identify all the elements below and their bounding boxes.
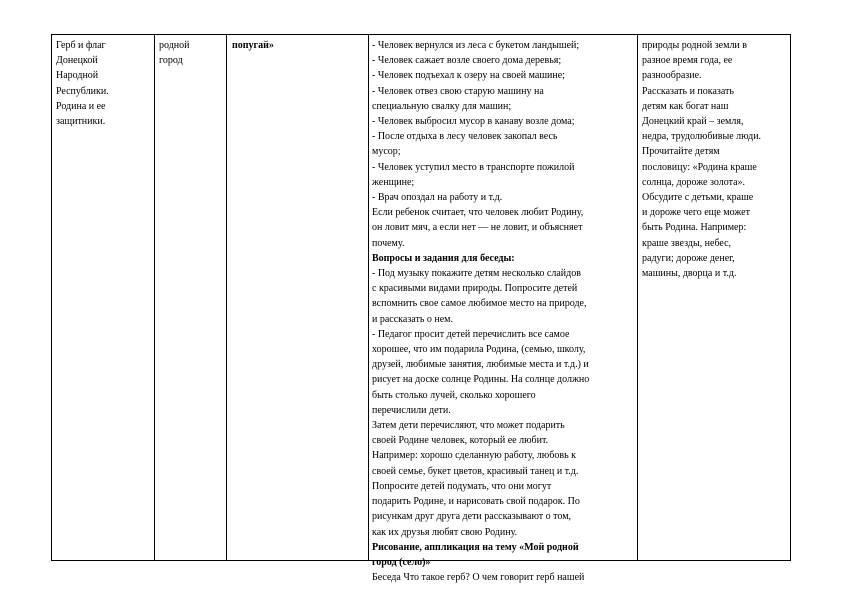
text-line: почему. [372,237,405,249]
text-line: - Врач опоздал на работу и т.д. [372,192,503,204]
topic-cell [56,38,152,129]
column-divider [637,35,638,560]
text-line: краше звезды, небес, [642,237,732,249]
section-heading: Рисование, аппликация на тему «Мой родной [372,541,579,553]
text-line: Если ребенок считает, что человек любит Родину, [372,207,584,219]
text-line: перечислили дети. [372,404,451,416]
text-line: радуги; дороже денег, [642,252,735,264]
text-line: попугай» [232,40,274,51]
lesson-table [51,34,791,584]
text-line: Донецкий край – земля, [642,116,744,128]
text-line: рисует на доске солнце Родины. На солнце должно [372,374,590,386]
text-line: детям как богат наш [642,100,729,112]
text-line: как их друзья любят свою Родину. [372,526,518,538]
text-line: Беседа Что такое герб? О чем говорит герб нашей [372,572,585,584]
text-line: Например: хорошо сделанную работу, любовь к [372,450,576,462]
text-line: - Человек уступил место в транспорте пожилой [372,161,575,173]
text-line: специальную свалку для машин; [372,100,512,112]
text-line: - Под музыку покажите детям несколько слайдов [372,268,581,280]
text-line: мусор; [372,146,401,158]
text-line: Донецкой [56,55,98,67]
section-heading: город (село)» [372,556,431,568]
text-line: пословицу: «Родина краше [642,161,757,173]
text-line: родной [159,40,190,51]
text-line: Герб и флаг [56,40,106,51]
text-line: - Педагог просит детей перечислить все самое [372,328,570,340]
text-line: природы родной земли в [642,40,748,51]
text-line: друзей, любимые занятия, любимые места и т.д.) и [372,359,589,371]
text-line: - Человек отвез свою старую машину на [372,85,544,97]
text-line: он ловит мяч, а если нет — не ловит, и объясняет [372,222,583,234]
text-line: машины, дворца и т.д. [642,268,737,280]
text-line: Народной [56,70,99,82]
text-line: - Человек сажает возле своего дома деревья; [372,55,562,67]
text-line: - После отдыха в лесу человек закопал весь [372,131,558,143]
text-line: Республики. [56,85,109,97]
text-line: - Человек выбросил мусор в канаву возле дома; [372,116,575,128]
text-line: Обсудите с детьми, краше [642,192,754,204]
text-line: своей Родине человек, который ее любит. [372,435,549,447]
text-line: Прочитайте детям [642,146,720,158]
text-line: рисункам друг друга дети рассказывают о том, [372,511,572,523]
text-line: Рассказать и показать [642,85,734,97]
activity-cell [372,38,634,585]
text-line: разнообразие. [642,70,702,82]
section-heading: Вопросы и задания для беседы: [372,252,515,264]
text-line: своей семье, букет цветов, красивый танец и т.д. [372,465,579,477]
text-line: - Человек вернулся из леса с букетом ландышей; [372,40,580,51]
text-line: и дороже чего еще может [642,207,750,219]
text-line: город [159,55,183,67]
text-line: солнца, дороже золота». [642,176,746,188]
game-cell [232,38,372,53]
text-line: - Человек подъехал к озеру на своей машине; [372,70,565,82]
text-line: вспомнить свое самое любимое место на природе, [372,298,587,310]
text-line: недра, трудолюбивые люди. [642,131,762,143]
text-line: разное время года, ее [642,55,733,67]
text-line: быть столько лучей, сколько хорошего [372,389,536,401]
text-line: подарить Родине, и нарисовать свой подарок. По [372,496,580,508]
goals-cell [642,38,788,281]
subtopic-cell [159,38,221,68]
column-divider [154,35,155,560]
text-line: хорошее, что им подарила Родина, (семью, школу, [372,344,586,356]
text-line: и рассказать о нем. [372,313,453,325]
text-line: Затем дети перечисляют, что может подарить [372,420,565,432]
column-divider [226,35,227,560]
text-line: защитники. [56,116,106,128]
column-divider [368,35,369,560]
text-line: с красивыми видами природы. Попросите детей [372,283,578,295]
text-line: быть Родина. Например: [642,222,747,234]
text-line: Попросите детей подумать, что они могут [372,480,552,492]
text-line: женщине; [372,176,415,188]
text-line: Родина и ее [56,100,106,112]
